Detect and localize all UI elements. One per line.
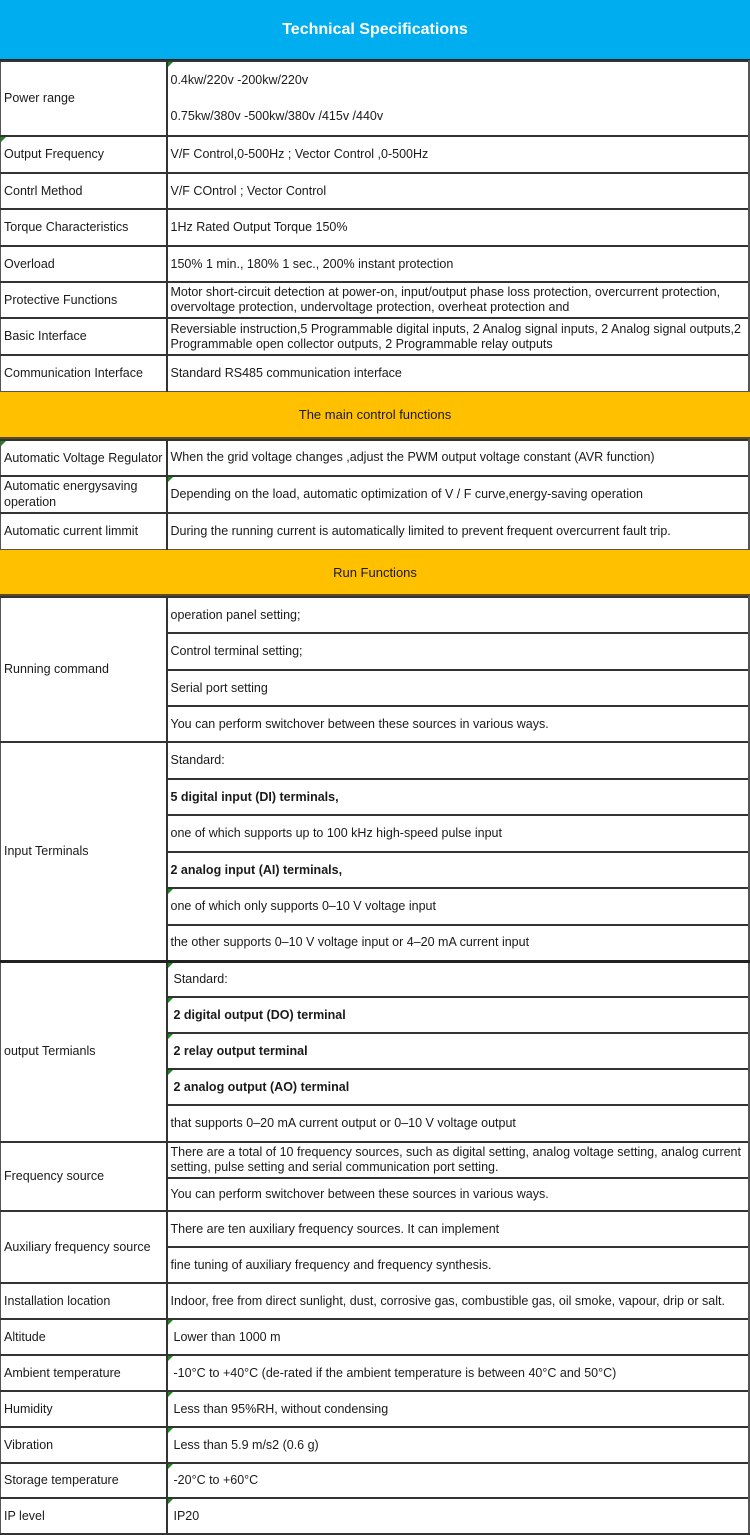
row-value: Lower than 1000 m (167, 1319, 750, 1355)
row-value: Indoor, free from direct sunlight, dust, corrosive gas, combustible gas, oil smoke, vapour, drip or salt. (167, 1283, 750, 1319)
row-value: There are ten auxiliary frequency sources. It can implement (167, 1211, 750, 1247)
table-row (1, 282, 750, 318)
value-line: 0.75kw/380v -500kw/380v /415v /440v (170, 109, 384, 124)
table-row (1, 246, 750, 282)
row-value: You can perform switchover between these sources in various ways. (167, 706, 750, 742)
row-value: 5 digital input (DI) terminals, (167, 779, 750, 815)
row-label: Automatic Voltage Regulator (1, 440, 167, 476)
row-value: one of which only supports 0–10 V voltage input (167, 888, 750, 925)
table-row (1, 1427, 750, 1463)
row-label: Altitude (1, 1319, 167, 1355)
row-value: 2 relay output terminal (167, 1033, 750, 1069)
table-row (1, 318, 750, 355)
row-label: Installation location (1, 1283, 167, 1319)
row-value: 1Hz Rated Output Torque 150% (167, 209, 750, 246)
row-label: Automatic energysaving operation (1, 476, 167, 513)
table-row (1, 742, 750, 779)
main-control-table (0, 439, 750, 551)
row-label: Protective Functions (1, 282, 167, 318)
row-value: Standard: (167, 742, 750, 779)
row-value: V/F Control,0-500Hz ; Vector Control ,0-500Hz (167, 136, 750, 173)
row-value: 2 digital output (DO) terminal (167, 997, 750, 1033)
page-title: Technical Specifications (282, 20, 468, 38)
row-label: Vibration (1, 1427, 167, 1463)
table-row (1, 476, 750, 513)
row-label: Frequency source (1, 1142, 167, 1211)
row-value: Serial port setting (167, 670, 750, 706)
row-value: Control terminal setting; (167, 633, 750, 670)
row-value: During the running current is automatically limited to prevent frequent overcurrent fault trip. (167, 513, 750, 550)
row-label: Input Terminals (1, 742, 167, 961)
row-value: 2 analog output (AO) terminal (167, 1069, 750, 1105)
row-label: Overload (1, 246, 167, 282)
row-value: There are a total of 10 frequency sources, such as digital setting, analog voltage setting, analog current setting, pulse setting and serial communication port setting. (167, 1142, 750, 1178)
section-header-main-control (0, 392, 750, 439)
row-value: 2 analog input (AI) terminals, (167, 852, 750, 888)
row-value: Standard: (167, 961, 750, 997)
table-row (1, 597, 750, 633)
table-row (1, 1283, 750, 1319)
table-row (1, 1463, 750, 1498)
section-title: The main control functions (298, 406, 452, 422)
table-row (1, 61, 750, 136)
title-bar (0, 0, 750, 60)
section-header-run-functions (0, 550, 750, 596)
table-row (1, 136, 750, 173)
table-row (1, 1355, 750, 1391)
row-value: 150% 1 min., 180% 1 sec., 200% instant protection (167, 246, 750, 282)
row-value: Reversiable instruction,5 Programmable digital inputs, 2 Analog signal inputs, 2 Analog signal outputs,2 Programmable open collector outputs, 2 Programmable relay outputs (167, 318, 750, 355)
table-row (1, 1391, 750, 1427)
row-value: Less than 95%RH, without condensing (167, 1391, 750, 1427)
row-value: Standard RS485 communication interface (167, 355, 750, 391)
row-value: -10°C to +40°C (de-rated if the ambient temperature is between 40°C and 50°C) (167, 1355, 750, 1391)
table-row (1, 440, 750, 476)
row-value: Depending on the load, automatic optimization of V / F curve,energy-saving operation (167, 476, 750, 513)
row-value: Motor short-circuit detection at power-on, input/output phase loss protection, overcurrent protection, overvoltage protection, undervoltage protection, overheat protection and (167, 282, 750, 318)
row-value: operation panel setting; (167, 597, 750, 633)
row-value: V/F COntrol ; Vector Control (167, 173, 750, 209)
row-label: Power range (1, 61, 167, 136)
row-value: When the grid voltage changes ,adjust the PWM output voltage constant (AVR function) (167, 440, 750, 476)
table-row (1, 1211, 750, 1247)
row-label: Torque Characteristics (1, 209, 167, 246)
row-label: Auxiliary frequency source (1, 1211, 167, 1283)
row-label: output Termianls (1, 961, 167, 1142)
row-label: Basic Interface (1, 318, 167, 355)
row-label: Communication Interface (1, 355, 167, 391)
row-value: IP20 (167, 1498, 750, 1534)
table-row (1, 173, 750, 209)
table-row (1, 209, 750, 246)
row-label: Ambient temperature (1, 1355, 167, 1391)
table-row (1, 1319, 750, 1355)
row-label: Automatic current limmit (1, 513, 167, 550)
table-row (1, 513, 750, 550)
row-label: Humidity (1, 1391, 167, 1427)
row-value: fine tuning of auxiliary frequency and frequency synthesis. (167, 1247, 750, 1283)
row-value: one of which supports up to 100 kHz high-speed pulse input (167, 815, 750, 852)
section-title: Run Functions (333, 564, 417, 580)
row-value: -20°C to +60°C (167, 1463, 750, 1498)
row-label: Running command (1, 597, 167, 742)
row-value (167, 61, 750, 136)
row-value: You can perform switchover between these sources in various ways. (167, 1178, 750, 1211)
row-label: IP level (1, 1498, 167, 1534)
table-row (1, 355, 750, 391)
table-row (1, 1498, 750, 1534)
row-label: Storage temperature (1, 1463, 167, 1498)
run-functions-table (0, 596, 750, 1535)
row-value: the other supports 0–10 V voltage input or 4–20 mA current input (167, 925, 750, 961)
general-spec-table (0, 60, 750, 392)
row-label: Contrl Method (1, 173, 167, 209)
table-row (1, 1142, 750, 1178)
table-row (1, 961, 750, 997)
row-label: Output Frequency (1, 136, 167, 173)
row-value: that supports 0–20 mA current output or 0–10 V voltage output (167, 1105, 750, 1142)
row-value: Less than 5.9 m/s2 (0.6 g) (167, 1427, 750, 1463)
value-line: 0.4kw/220v -200kw/220v (170, 72, 309, 87)
